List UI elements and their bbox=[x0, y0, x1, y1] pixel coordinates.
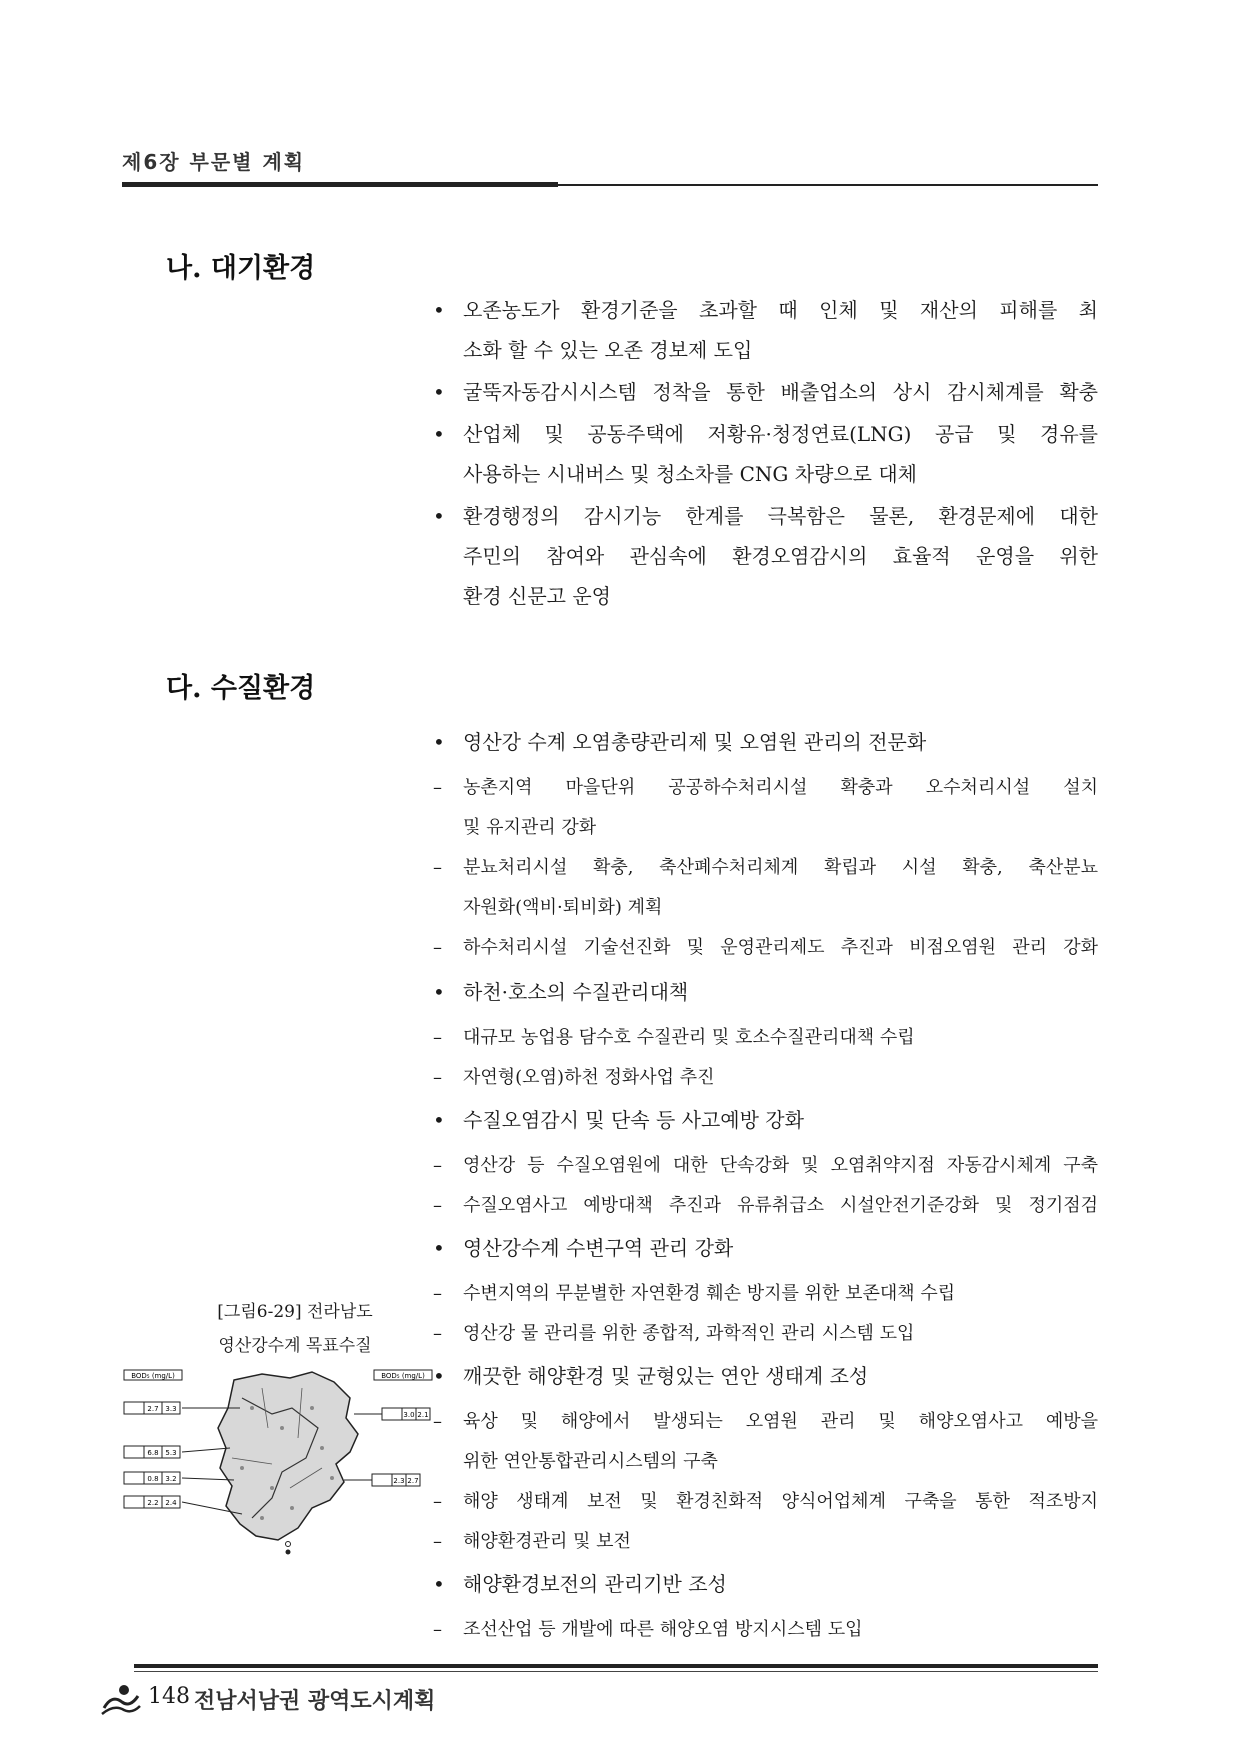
header-rule-thin bbox=[558, 184, 1098, 186]
dash-management-system: – 영산강 물 관리를 위한 종합적, 과학적인 관리 시스템 도입 bbox=[433, 1314, 1098, 1354]
dash-crackdown: – 영산강 등 수질오염원에 대한 단속강화 및 오염취약지점 자동감시체계 구축 bbox=[433, 1146, 1098, 1186]
dash-accident-prevention: – 수질오염사고 예방대책 추진과 유류취급소 시설안전기준강화 및 정기점검 bbox=[433, 1186, 1098, 1226]
dash-natural-river: – 자연형(오염)하천 정화사업 추진 bbox=[433, 1058, 1098, 1098]
left-row3-a: 0.8 bbox=[147, 1475, 159, 1483]
left-row1-b: 3.3 bbox=[165, 1405, 177, 1413]
right-row2-b: 2.7 bbox=[407, 1477, 419, 1485]
dash-manure-treatment: – 분뇨처리시설 확충, 축산폐수처리체계 확립과 시설 확충, 축산분뇨 bbox=[433, 848, 1098, 888]
dash-shipbuilding: – 조선산업 등 개발에 따른 해양오염 방지시스템 도입 bbox=[433, 1610, 1098, 1650]
page-number: 148 bbox=[148, 1684, 190, 1709]
yeongsan-basin-map-shape bbox=[218, 1372, 358, 1540]
left-row3-b: 3.2 bbox=[165, 1475, 177, 1483]
left-row2-a: 6.8 bbox=[147, 1449, 159, 1457]
dash-rural-sewage: – 농촌지역 마을단위 공공하수처리시설 확충과 오수처리시설 설치 bbox=[433, 768, 1098, 808]
left-table bbox=[124, 1402, 180, 1508]
bullet-marine-foundation: • 해양환경보전의 관리기반 조성 bbox=[433, 1564, 1098, 1604]
dash-manure-treatment-cont: 자원화(액비·퇴비화) 계획 bbox=[463, 897, 663, 918]
dash-red-tide: – 해양 생태계 보전 및 환경친화적 양식어업체계 구축을 통한 적조방지 bbox=[433, 1482, 1098, 1522]
left-row4-a: 2.2 bbox=[147, 1499, 159, 1507]
dash-coastal-integrated-cont: 위한 연안통합관리시스템의 구축 bbox=[463, 1451, 718, 1472]
bullet-ozone-alert-cont: 소화 할 수 있는 오존 경보제 도입 bbox=[463, 338, 753, 362]
section-title-air: 나. 대기환경 bbox=[166, 253, 316, 284]
right-row2-a: 2.3 bbox=[393, 1477, 405, 1485]
bullet-clean-fuel: • 산업체 및 공동주택에 저황유·청정연료(LNG) 공급 및 경유를 bbox=[433, 414, 1098, 454]
bullet-marine-env: • 깨끗한 해양환경 및 균형있는 연안 생태계 조성 bbox=[433, 1356, 1098, 1396]
dash-conservation: – 수변지역의 무분별한 자연환경 훼손 방지를 위한 보존대책 수립 bbox=[433, 1274, 1098, 1314]
right-header-label: BOD₅ (mg/L) bbox=[381, 1372, 425, 1380]
footer-rule-thin bbox=[134, 1671, 1098, 1672]
figure-caption-line1: [그림6-29] 전라남도 bbox=[217, 1302, 373, 1322]
chapter-header: 제6장 부문별 계획 bbox=[122, 150, 306, 174]
dash-freshwater-lake: – 대규모 농업용 담수호 수질관리 및 호소수질관리대책 수립 bbox=[433, 1018, 1098, 1058]
bullet-ozone-alert: • 오존농도가 환경기준을 초과할 때 인체 및 재산의 피해를 최 bbox=[433, 290, 1098, 330]
bullet-env-admin-cont1: 주민의 참여와 관심속에 환경오염감시의 효율적 운영을 위한 bbox=[463, 544, 1098, 568]
left-row1-a: 2.7 bbox=[147, 1405, 159, 1413]
bullet-river-lake: • 하천·호소의 수질관리대책 bbox=[433, 972, 1098, 1012]
dash-coastal-integrated: – 육상 및 해양에서 발생되는 오염원 관리 및 해양오염사고 예방을 bbox=[433, 1402, 1098, 1442]
dash-rural-sewage-cont: 및 유지관리 강화 bbox=[463, 817, 597, 838]
legend-filled-dot-icon bbox=[286, 1550, 291, 1555]
dash-marine-management: – 해양환경관리 및 보전 bbox=[433, 1522, 1098, 1562]
legend-open-dot-icon bbox=[286, 1542, 291, 1547]
bullet-riparian-zone: • 영산강수계 수변구역 관리 강화 bbox=[433, 1228, 1098, 1268]
bullet-pollution-monitoring: • 수질오염감시 및 단속 등 사고예방 강화 bbox=[433, 1100, 1098, 1140]
bullet-env-admin-cont2: 환경 신문고 운영 bbox=[463, 584, 611, 608]
section-title-water: 다. 수질환경 bbox=[166, 673, 316, 704]
footer-rule-thick bbox=[134, 1664, 1098, 1668]
bullet-stack-monitoring: • 굴뚝자동감시시스템 정착을 통한 배출업소의 상시 감시체계를 확충 bbox=[433, 372, 1098, 412]
right-row1-b: 2.1 bbox=[417, 1411, 429, 1419]
left-row4-b: 2.4 bbox=[165, 1499, 177, 1507]
dash-sewage-tech: – 하수처리시설 기술선진화 및 운영관리제도 추진과 비점오염원 관리 강화 bbox=[433, 928, 1098, 968]
header-rule-thick bbox=[122, 182, 558, 187]
right-row1-a: 3.0 bbox=[403, 1411, 415, 1419]
right-table bbox=[372, 1408, 430, 1486]
publisher-logo-icon bbox=[98, 1680, 142, 1718]
bullet-clean-fuel-cont: 사용하는 시내버스 및 청소차를 CNG 차량으로 대체 bbox=[463, 462, 918, 486]
left-header-label: BOD₅ (mg/L) bbox=[131, 1372, 175, 1380]
bullet-yeongsan-tmdl: • 영산강 수계 오염총량관리제 및 오염원 관리의 전문화 bbox=[433, 722, 1098, 762]
figure-caption-line2: 영산강수계 목표수질 bbox=[218, 1336, 372, 1356]
bullet-env-admin: • 환경행정의 감시기능 한계를 극복함은 물론, 환경문제에 대한 bbox=[433, 496, 1098, 536]
target-water-quality-map bbox=[122, 1368, 434, 1560]
footer-book-title: 전남서남권 광역도시계획 bbox=[194, 1689, 436, 1714]
left-row2-b: 5.3 bbox=[165, 1449, 177, 1457]
